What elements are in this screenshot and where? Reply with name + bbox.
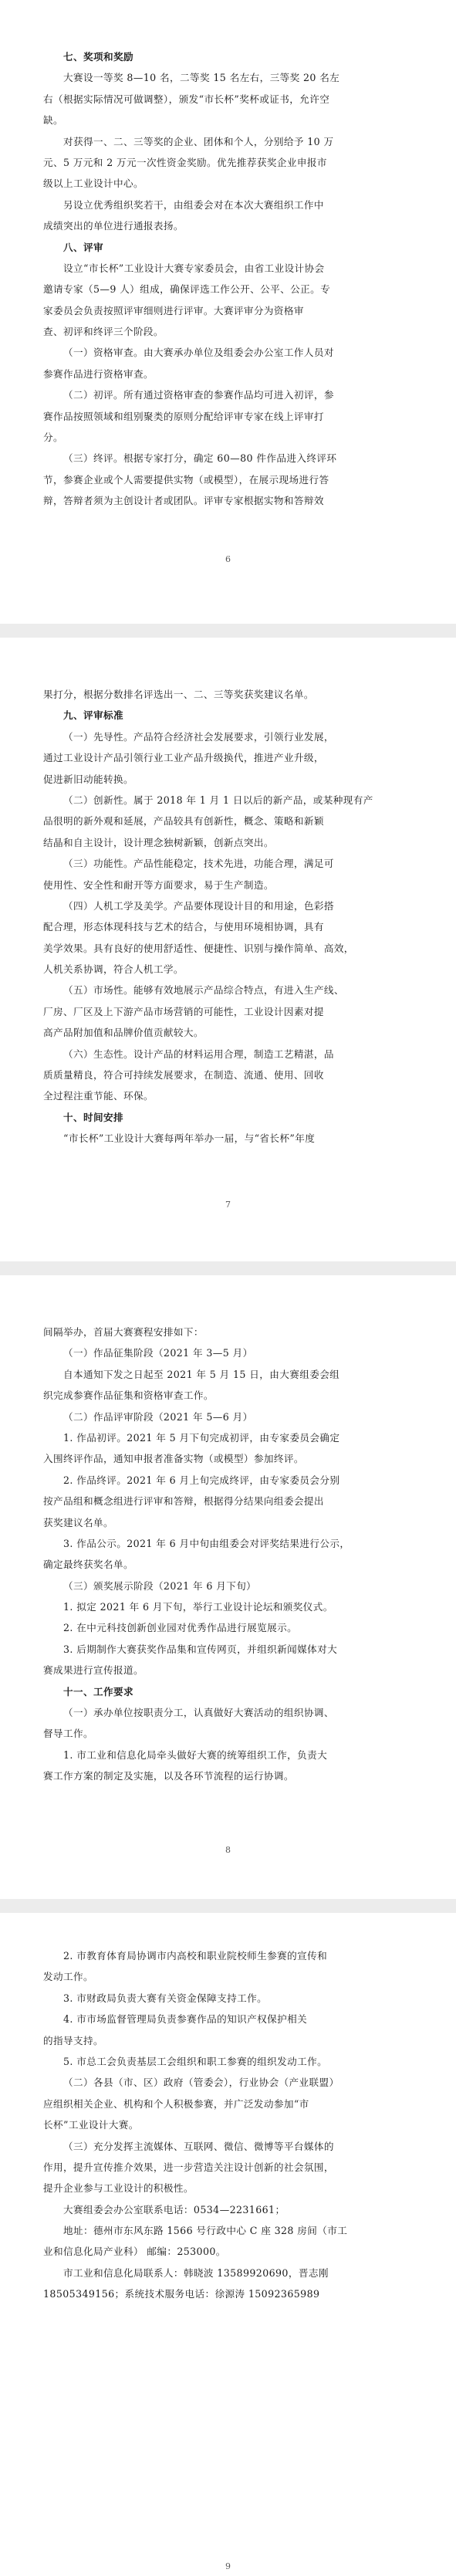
text-line: 配合理，形态体现科技与艺术的结合，与使用环境相协调，具有 xyxy=(43,921,324,933)
page-number: 9 xyxy=(225,2561,231,2571)
text-line: 辩，答辩者须为主创设计者或团队。评审专家根据实物和答辩效 xyxy=(43,495,324,507)
text-line: 获奖建议名单。 xyxy=(43,1516,113,1528)
text-line: 自本通知下发之日起至 2021 年 5 月 15 日，由大赛组委会组 xyxy=(63,1368,340,1380)
text-line: 按产品组和概念组进行评审和答辩，根据得分结果向组委会提出 xyxy=(43,1495,324,1508)
text-line: （三）功能性。产品性能稳定，技术先进，功能合理，满足可 xyxy=(63,858,334,870)
text-line: 结晶和自主设计，设计理念独树新颖，创新点突出。 xyxy=(43,836,274,848)
text-line: 织完成参赛作品征集和资格审查工作。 xyxy=(43,1390,214,1402)
page-number: 8 xyxy=(225,1845,231,1855)
text-line: （二）初评。所有通过资格审查的参赛作品均可进入初评，参 xyxy=(63,389,334,401)
text-line: （三）充分发挥主流媒体、互联网、微信、微博等平台媒体的 xyxy=(63,2140,334,2152)
page-number: 6 xyxy=(225,554,231,564)
text-line: 2. 市教育体育局协调市内高校和职业院校师生参赛的宣传和 xyxy=(63,1950,328,1962)
text-line: “市长杯”工业设计大赛每两年举办一届，与“省长杯”年度 xyxy=(63,1132,316,1145)
section-heading: 八、评审 xyxy=(63,241,103,253)
text-line: 成绩突出的单位进行通报表扬。 xyxy=(43,220,184,232)
text-line: 高产品附加值和品牌价值贡献较大。 xyxy=(43,1027,204,1039)
page-separator xyxy=(0,624,456,638)
text-line: 5. 市总工会负责基层工会组织和职工参赛的组织发动工作。 xyxy=(63,2055,328,2067)
text-line: 对获得一、二、三等奖的企业、团体和个人，分别给予 10 万 xyxy=(63,135,334,147)
text-line: 全过程注重节能、环保。 xyxy=(43,1090,154,1102)
document-page-7 xyxy=(0,638,456,1261)
text-line: 提升企业参与工业设计的积极性。 xyxy=(43,2182,194,2195)
section-heading: 十、时间安排 xyxy=(63,1111,123,1123)
text-line: （五）市场性。能够有效地展示产品综合特点，有进入生产线、 xyxy=(63,984,344,997)
text-line: 市工业和信息化局联系人：韩晓波 13589920690，晋志刚 xyxy=(63,2266,329,2279)
text-line: 果打分，根据分数排名评选出一、二、三等奖获奖建议名单。 xyxy=(43,689,314,700)
text-line: 级以上工业设计中心。 xyxy=(43,178,144,190)
text-line: 邀请专家（5—9 人）组成，确保评选工作公开、公平、公正。专 xyxy=(43,283,331,296)
text-line: 赛成果进行宣传报道。 xyxy=(43,1664,144,1677)
text-line: 促进新旧动能转换。 xyxy=(43,773,133,785)
text-line: 右（根据实际情况可做调整），颁发“市长杯”奖杯或证书，允许空 xyxy=(43,93,330,105)
text-line: 另设立优秀组织奖若干，由组委会对在本次大赛组织工作中 xyxy=(63,198,324,211)
text-line: （一）作品征集阶段（2021 年 3—5 月） xyxy=(63,1347,253,1359)
text-line: 发动工作。 xyxy=(43,1971,93,1983)
section-heading: 十一、工作要求 xyxy=(63,1685,133,1698)
text-line: 家委员会负责按照评审细则进行评审。大赛评审分为资格审 xyxy=(43,304,304,316)
text-line: 确定最终获奖名单。 xyxy=(43,1559,133,1571)
text-line: 通过工业设计产品引领行业工业产品升级换代，推进产业升级， xyxy=(43,752,324,764)
text-line: 1. 作品初评。2021 年 5 月下旬完成初评，由专家委员会确定 xyxy=(63,1431,340,1444)
page-body xyxy=(43,1945,416,2305)
text-line: 查、初评和终评三个阶段。 xyxy=(43,326,164,338)
text-line: 1. 拟定 2021 年 6 月下旬，举行工业设计论坛和颁奖仪式。 xyxy=(63,1601,333,1613)
text-line: （六）生态性。设计产品的材料运用合理，制造工艺精湛，品 xyxy=(63,1048,334,1060)
text-line: 2. 作品终评。2021 年 6 月上旬完成终评，由专家委员会分别 xyxy=(63,1474,340,1486)
text-line: 应组织相关企业、机构和个人积极参赛，并广泛发动参加“市 xyxy=(43,2097,309,2110)
text-line: （二）各县（市、区）政府（管委会），行业协会（产业联盟） xyxy=(63,2077,339,2089)
text-line: 地址：德州市东风东路 1566 号行政中心 C 座 328 房间（市工 xyxy=(63,2225,348,2237)
text-line: 业和信息化局产业科） 邮编：253000。 xyxy=(43,2246,226,2258)
text-line: 大赛设一等奖 8—10 名，二等奖 15 名左右，三等奖 20 名左 xyxy=(63,72,340,84)
text-line: 3. 作品公示。2021 年 6 月中旬由组委会对评奖结果进行公示， xyxy=(63,1537,350,1549)
page-body xyxy=(43,684,416,1149)
text-line: 使用性、安全性和耐开等方面要求，易于生产制造。 xyxy=(43,878,274,891)
text-line: 元、5 万元和 2 万元一次性资金奖励。优先推荐获奖企业申报市 xyxy=(43,156,327,168)
text-line: （二）创新性。属于 2018 年 1 月 1 日以后的新产品，或某种现有产 xyxy=(63,794,373,806)
text-line: 4. 市市场监督管理局负责参赛作品的知识产权保护相关 xyxy=(63,2013,308,2026)
page-body xyxy=(43,46,416,512)
page-separator xyxy=(0,1261,456,1275)
text-line: （四）人机工学及美学。产品要体现设计目的和用途，色彩搭 xyxy=(63,899,334,912)
text-line: 质质量精良，符合可持续发展要求，在制造、流通、使用、回收 xyxy=(43,1069,324,1082)
text-line: （一）承办单位按职责分工，认真做好大赛活动的组织协调、 xyxy=(63,1707,334,1719)
page-number: 7 xyxy=(225,1200,231,1210)
text-line: 缺。 xyxy=(43,114,63,127)
section-heading: 九、评审标准 xyxy=(63,709,123,722)
text-line: 督导工作。 xyxy=(43,1728,93,1740)
text-line: 3. 市财政局负责大赛有关资金保障支持工作。 xyxy=(63,1992,268,2004)
text-line: 赛作品按照领域和组别聚类的原则分配给评审专家在线上评审打 xyxy=(43,410,324,422)
text-line: 厂房、厂区及上下游产品市场营销的可能性，工业设计因素对提 xyxy=(43,1005,324,1017)
text-line: 赛工作方案的制定及实施，以及各环节流程的运行协调。 xyxy=(43,1770,294,1782)
document-page-9 xyxy=(0,1913,456,2576)
text-line: 入围终评作品，通知申报者准备实物（或模型）参加终评。 xyxy=(43,1453,304,1465)
page-separator xyxy=(0,1899,456,1913)
text-line: （一）资格审查。由大赛承办单位及组委会办公室工作人员对 xyxy=(63,347,334,359)
text-line: 18505349156；系统技术服务电话：徐源涛 15092365989 xyxy=(43,2288,320,2300)
text-line: 长杯”工业设计大赛。 xyxy=(43,2119,139,2131)
text-line: 美学效果。具有良好的使用舒适性、便捷性、识别与操作简单、高效， xyxy=(43,942,354,954)
text-line: 1. 市工业和信息化局牵头做好大赛的统筹组织工作，负责大 xyxy=(63,1748,328,1761)
text-line: 分。 xyxy=(43,432,63,444)
text-line: （一）先导性。产品符合经济社会发展要求，引领行业发展， xyxy=(63,730,334,743)
text-line: 2. 在中元科技创新创业园对优秀作品进行展览展示。 xyxy=(63,1622,298,1634)
text-line: 的指导支持。 xyxy=(43,2034,103,2046)
page-body xyxy=(43,1322,416,1787)
document-page-8 xyxy=(0,1275,456,1899)
text-line: 人机关系协调，符合人机工学。 xyxy=(43,963,184,976)
text-line: 设立“市长杯”工业设计大赛专家委员会，由省工业设计协会 xyxy=(63,262,325,274)
text-line: （二）作品评审阶段（2021 年 5—6 月） xyxy=(63,1410,253,1423)
text-line: 节，参赛企业或个人需要提供实物（或模型），在展示现场进行答 xyxy=(43,473,329,486)
section-heading: 七、奖项和奖励 xyxy=(63,51,133,63)
text-line: （三）颁奖展示阶段（2021 年 6 月下旬） xyxy=(63,1579,257,1592)
text-line: 3. 后期制作大赛获奖作品集和宣传网页，并组织新闻媒体对大 xyxy=(63,1643,338,1655)
text-line: （三）终评。根据专家打分，确定 60—80 件作品进入终评环 xyxy=(63,452,337,465)
document-page-6 xyxy=(0,0,456,624)
text-line: 品很明的新外观和延展，产品较具有创新性，概念、策略和新颖 xyxy=(43,815,324,828)
text-line: 作用，提升宣传推介效果，进一步营造关注设计创新的社会氛围， xyxy=(43,2161,334,2173)
text-line: 大赛组委会办公室联系电话：0534—2231661； xyxy=(63,2203,285,2215)
text-line: 间隔举办，首届大赛赛程安排如下： xyxy=(43,1326,204,1338)
text-line: 参赛作品进行资格审查。 xyxy=(43,367,154,380)
